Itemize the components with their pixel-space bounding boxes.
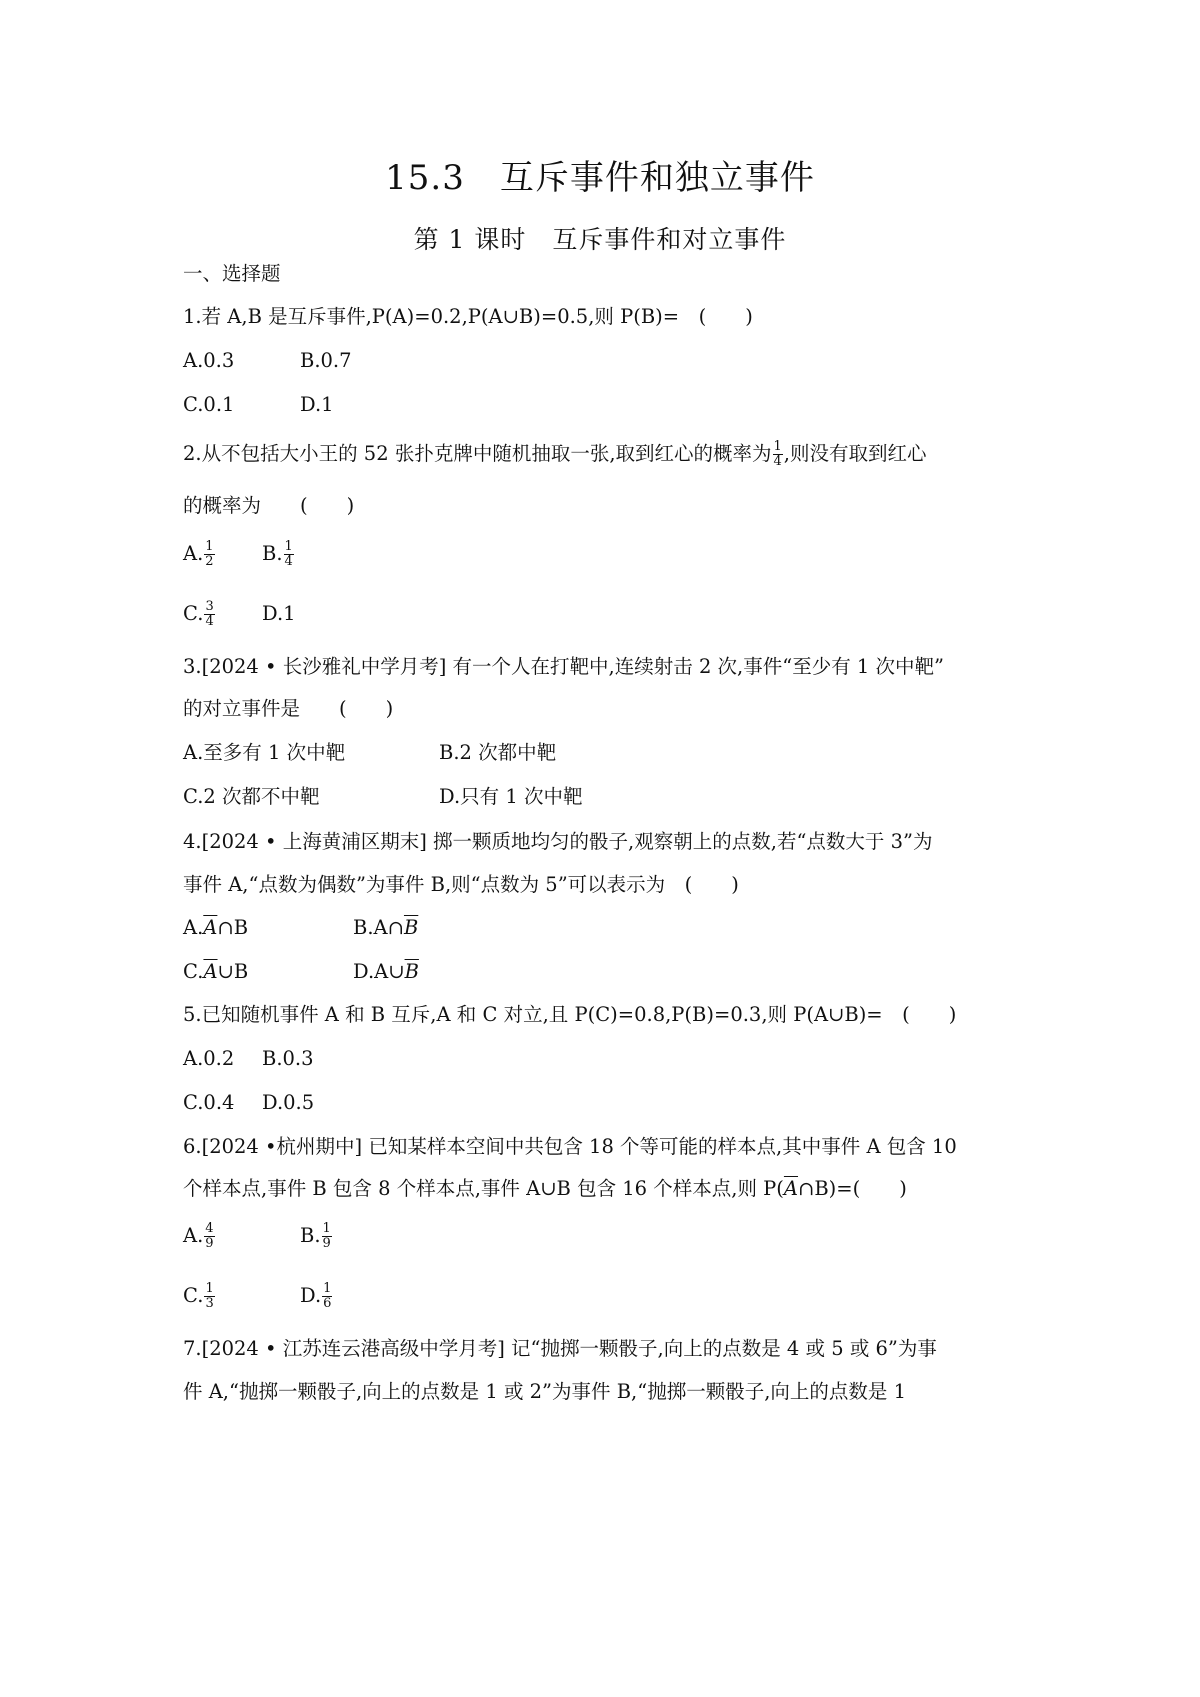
q2-option-a	[183, 540, 262, 569]
complement-symbol: $\overline{B}$	[404, 960, 419, 983]
q3-option-c: C.2 次都不中靶	[183, 785, 320, 808]
fraction-numerator: 3	[205, 599, 214, 614]
q4-option-b	[353, 914, 418, 942]
question-3-stem: 3.[2024 • 长沙雅礼中学月考] 有一个人在打靶中,连续射击 2 次,事件“至少有 1 次中靶”	[183, 655, 944, 678]
fraction-numerator: 1	[205, 1281, 214, 1296]
q4-option-d	[353, 958, 419, 986]
question-5-stem: 5.已知随机事件 A 和 B 互斥,A 和 C 对立,且 P(C)=0.8,P(B)=0.3,则 P(A∪B)= ( )	[183, 1003, 957, 1026]
question-5-options-row-2	[183, 1089, 314, 1117]
q5-option-a: A.0.2	[183, 1047, 235, 1070]
complement-symbol: $\overline{B}$	[403, 916, 419, 939]
q1-option-a: A.0.3	[183, 349, 235, 372]
q4-option-a	[183, 914, 353, 942]
fraction-denominator: 9	[322, 1236, 331, 1251]
option-fraction	[204, 1222, 214, 1251]
question-3-options-row-1	[183, 739, 556, 767]
q2-option-c	[183, 600, 262, 629]
option-expression: ∪B	[217, 960, 249, 983]
fraction-denominator: 3	[205, 1296, 214, 1311]
page-title: 15.3 互斥事件和独立事件	[385, 158, 815, 198]
q2-stem-part-a: 2.从不包括大小王的 52 张扑克牌中随机抽取一张,取到红心的概率为	[183, 442, 772, 465]
option-fraction	[204, 600, 214, 629]
q5-option-b: B.0.3	[262, 1047, 314, 1070]
q6-option-d	[300, 1282, 333, 1311]
option-label: C.	[183, 1284, 204, 1307]
question-5-options-row-1	[183, 1045, 314, 1073]
question-4-options-row-1	[183, 914, 418, 942]
q2-option-d: D.1	[262, 602, 296, 625]
fraction-denominator: 6	[323, 1296, 332, 1311]
question-1-stem: 1.若 A,B 是互斥事件,P(A)=0.2,P(A∪B)=0.5,则 P(B)= ( )	[183, 305, 753, 328]
fraction-numerator: 1	[323, 1281, 332, 1296]
q2-stem-part-b: ,则没有取到红心	[783, 442, 927, 465]
q5-option-d: D.0.5	[262, 1091, 315, 1114]
option-fraction	[322, 1282, 332, 1311]
option-label: C.	[183, 602, 204, 625]
q6-option-b	[300, 1222, 333, 1251]
option-label: D.	[300, 1284, 322, 1307]
question-2-stem	[183, 440, 927, 469]
q1-option-b: B.0.7	[300, 349, 352, 372]
q3-option-d: D.只有 1 次中靶	[439, 785, 583, 808]
option-label: B.	[300, 1224, 321, 1247]
option-fraction	[284, 540, 294, 569]
option-fraction	[322, 1222, 332, 1251]
fraction-denominator: 4	[205, 614, 214, 629]
fraction-denominator: 2	[205, 554, 214, 569]
q1-option-d: D.1	[300, 393, 334, 416]
fraction-numerator: 1	[205, 539, 214, 554]
fraction-numerator: 4	[205, 1221, 214, 1236]
question-6-stem-line-2	[183, 1175, 907, 1203]
fraction-numerator: 1	[773, 439, 782, 454]
question-2-options-row-2	[183, 600, 296, 629]
question-7-stem: 7.[2024 • 江苏连云港高级中学月考] 记“抛掷一颗骰子,向上的点数是 4 或 5 或 6”为事	[183, 1337, 937, 1360]
question-1-options-row-2	[183, 391, 334, 419]
complement-symbol: $\overline{A}$	[203, 960, 218, 983]
question-6-options-row-1	[183, 1222, 333, 1251]
option-label: A.	[183, 1224, 204, 1247]
q4-option-c	[183, 958, 353, 986]
q3-option-a: A.至多有 1 次中靶	[183, 741, 346, 764]
q2-option-b	[262, 540, 295, 569]
q1-option-c: C.0.1	[183, 393, 235, 416]
question-4-stem-line-2: 事件 A,“点数为偶数”为事件 B,则“点数为 5”可以表示为 ( )	[183, 873, 739, 896]
fraction-numerator: 1	[322, 1221, 331, 1236]
option-expression: D.A∪	[353, 960, 405, 983]
q6-option-a	[183, 1222, 300, 1251]
option-expression: ∩B	[217, 916, 249, 939]
q5-option-c: C.0.4	[183, 1091, 235, 1114]
fraction-numerator: 1	[284, 539, 293, 554]
option-label: C.	[183, 960, 204, 983]
option-fraction	[204, 1282, 214, 1311]
option-label: A.	[183, 916, 204, 939]
question-7-stem-line-2: 件 A,“抛掷一颗骰子,向上的点数是 1 或 2”为事件 B,“抛掷一颗骰子,向上的点数是 1	[183, 1380, 907, 1403]
question-3-stem-line-2: 的对立事件是 ( )	[183, 697, 394, 720]
option-fraction	[204, 540, 214, 569]
q2-stem-fraction	[773, 440, 783, 469]
q3-option-b: B.2 次都中靶	[439, 741, 557, 764]
question-6-stem: 6.[2024 •杭州期中] 已知某样本空间中共包含 18 个等可能的样本点,其中事件 A 包含 10	[183, 1135, 957, 1158]
question-4-options-row-2	[183, 958, 419, 986]
question-2-options-row-1	[183, 540, 295, 569]
option-label: B.	[262, 542, 283, 565]
question-2-stem-line-2: 的概率为 ( )	[183, 494, 355, 517]
complement-symbol: $\overline{A}$	[783, 1177, 799, 1200]
q6-option-c	[183, 1282, 300, 1311]
option-label: A.	[183, 542, 204, 565]
question-1-options-row-1	[183, 347, 352, 375]
fraction-denominator: 4	[284, 554, 293, 569]
fraction-denominator: 9	[205, 1236, 214, 1251]
lesson-subtitle: 第 1 课时 互斥事件和对立事件	[413, 225, 787, 254]
complement-symbol: $\overline{A}$	[203, 916, 218, 939]
fraction-denominator: 4	[773, 454, 782, 469]
question-3-options-row-2	[183, 783, 582, 811]
option-expression: B.A∩	[353, 916, 404, 939]
section-heading: 一、选择题	[183, 262, 281, 285]
question-4-stem: 4.[2024 • 上海黄浦区期末] 掷一颗质地均匀的骰子,观察朝上的点数,若“点数大于 3”为	[183, 830, 933, 853]
q6-stem-part-a: 个样本点,事件 B 包含 8 个样本点,事件 A∪B 包含 16 个样本点,则 P(	[183, 1177, 784, 1200]
q6-stem-part-b: ∩B)=( )	[798, 1177, 907, 1200]
question-6-options-row-2	[183, 1282, 333, 1311]
